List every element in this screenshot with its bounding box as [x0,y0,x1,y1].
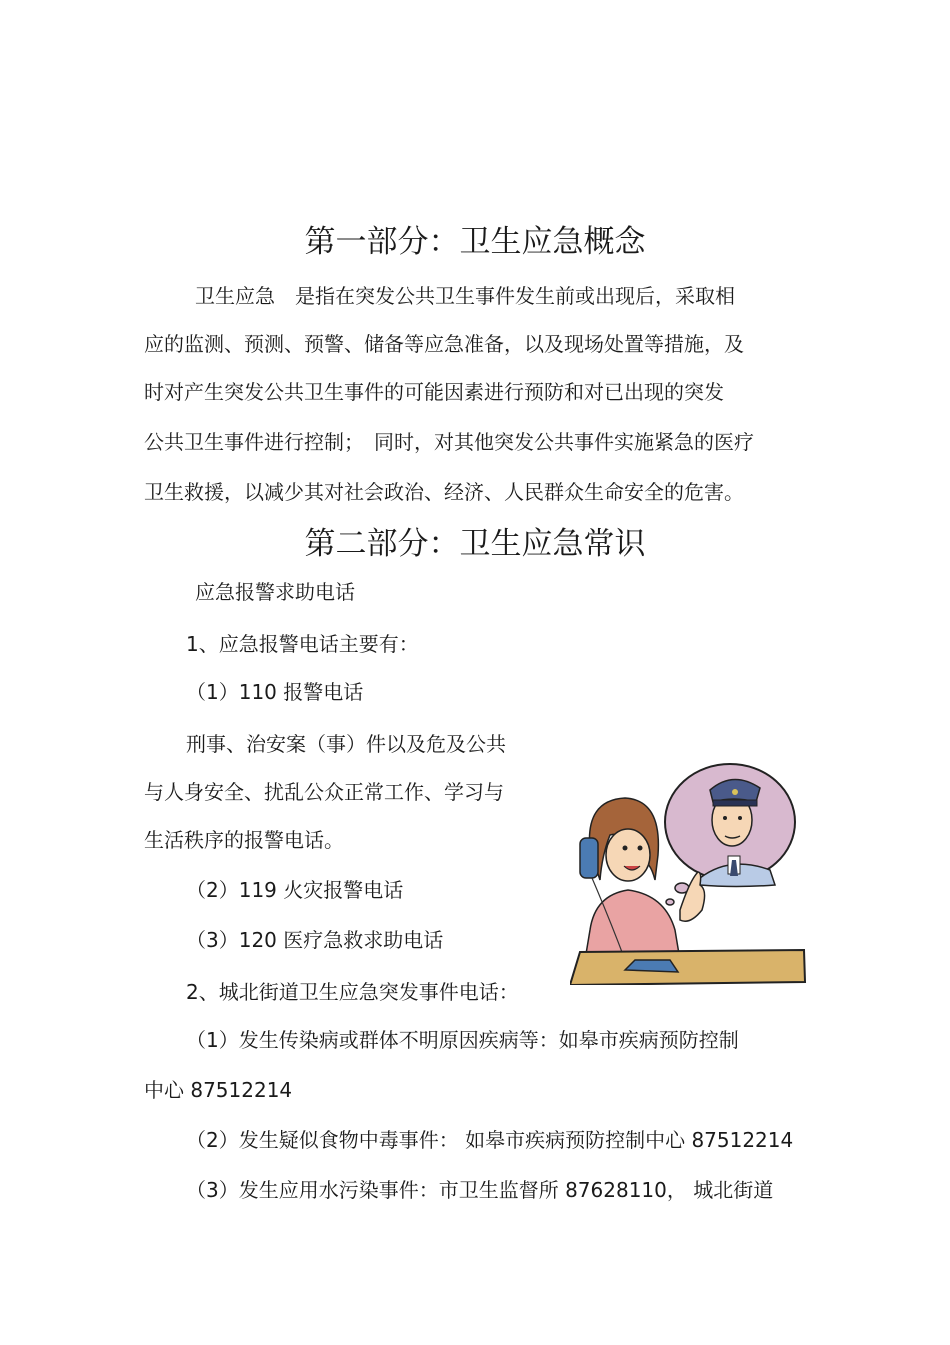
item1-heading: 1、应急报警电话主要有： [186,632,419,656]
phone-120: （3）120 医疗急救求助电话 [186,928,444,952]
event-line-2: 中心 87512214 [144,1078,293,1102]
section1-line-5: 卫生救援，以减少其对社会政治、经济、人民群众生命安全的危害。 [144,480,744,504]
section1-line-2: 应的监测、预测、预警、储备等应急准备，以及现场处置等措施，及 [144,332,744,356]
desc-110-line-1: 刑事、治安案（事）件以及危及公共 [186,732,506,756]
desc-110-line-2: 与人身安全、扰乱公众正常工作、学习与 [144,780,504,804]
phone-110: （1）110 报警电话 [186,680,364,704]
section2-subheading: 应急报警求助电话 [195,580,355,604]
phone-call-illustration [570,760,810,985]
event-line-3: （2）发生疑似食物中毒事件： 如皋市疾病预防控制中心 87512214 [186,1128,794,1152]
section1-line-1: 卫生应急 是指在突发公共卫生事件发生前或出现后，采取相 [195,284,735,308]
phone-119: （2）119 火灾报警电话 [186,878,404,902]
item2-heading: 2、城北街道卫生应急突发事件电话： [186,980,519,1004]
section1-line-3: 时对产生突发公共卫生事件的可能因素进行预防和对已出现的突发 [144,380,724,404]
desc-110-line-3: 生活秩序的报警电话。 [144,828,344,852]
event-line-4: （3）发生应用水污染事件：市卫生监督所 87628110， 城北街道 [186,1178,774,1202]
section1-line-4: 公共卫生事件进行控制； 同时，对其他突发公共事件实施紧急的医疗 [144,430,754,454]
section1-title: 第一部分：卫生应急概念 [304,224,646,260]
section2-title: 第二部分：卫生应急常识 [304,526,646,562]
event-line-1: （1）发生传染病或群体不明原因疾病等：如皋市疾病预防控制 [186,1028,739,1052]
